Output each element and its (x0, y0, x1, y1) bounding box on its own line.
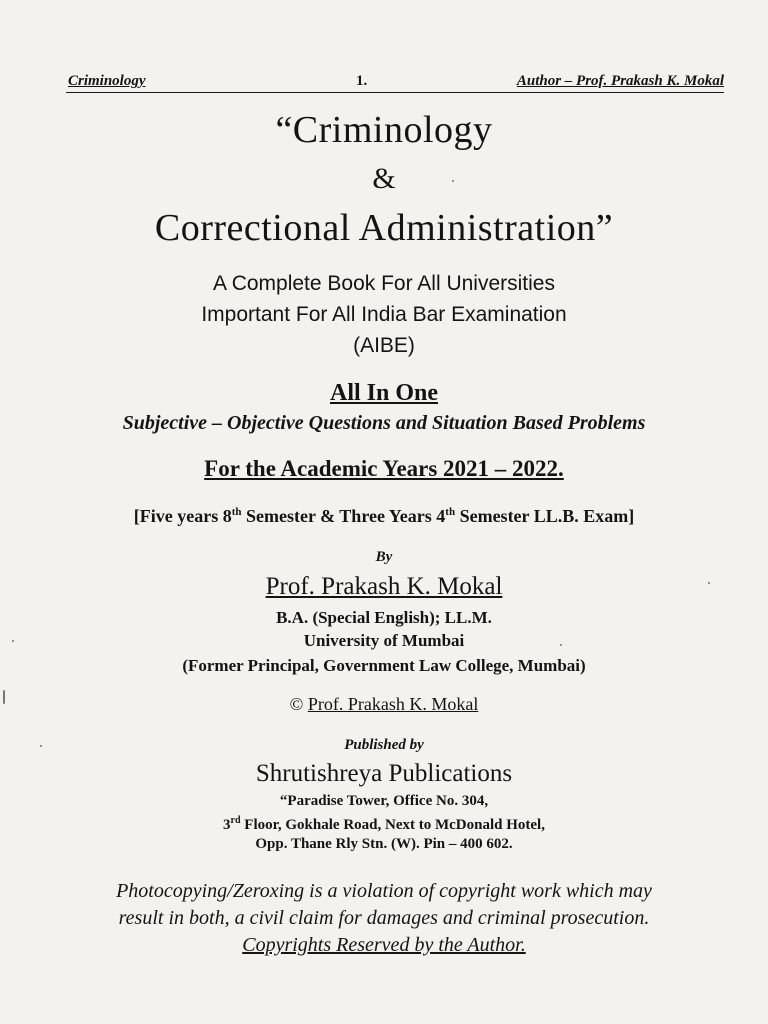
running-header (66, 72, 724, 93)
scan-speck (452, 180, 454, 182)
copyright-symbol: © (289, 694, 304, 714)
all-in-one-heading: All In One (329, 380, 439, 406)
address-floor-number: 3 (223, 817, 231, 833)
publisher-name: Shrutishreya Publications (255, 760, 513, 787)
scan-speck (3, 690, 5, 704)
subtitle-line-2: Important For All India Bar Examination (201, 303, 567, 326)
question-types: Subjective – Objective Questions and Situation Based Problems (122, 412, 646, 434)
semester-info (0, 506, 768, 527)
copyright-notice-line-1: Photocopying/Zeroxing is a violation of copyright work which may (116, 880, 652, 902)
subtitle-line-3: (AIBE) (353, 334, 415, 357)
publisher-address-3: Opp. Thane Rly Stn. (W). Pin – 400 602. (255, 836, 513, 852)
copyright-line (0, 694, 768, 715)
title-line-2: Correctional Administration” (154, 207, 614, 249)
author-qualifications: B.A. (Special English); LL.M. (276, 608, 492, 627)
header-subject: Criminology (68, 73, 146, 89)
title-ampersand: & (372, 162, 396, 195)
scan-speck (560, 644, 562, 646)
address-street: Floor, Gokhale Road, Next to McDonald Hotel, (240, 817, 545, 833)
subtitle-line-1: A Complete Book For All Universities (213, 272, 555, 295)
header-author: Author – Prof. Prakash K. Mokal (516, 73, 724, 89)
publisher-address-1: “Paradise Tower, Office No. 304, (279, 793, 489, 809)
semester-sup-1: th (231, 506, 242, 518)
scan-speck (12, 640, 14, 642)
address-floor-suffix: rd (230, 815, 241, 826)
title-line-1: “Criminology (275, 109, 493, 151)
academic-years: For the Academic Years 2021 – 2022. (204, 456, 564, 481)
by-label: By (375, 549, 393, 565)
scan-speck (40, 745, 42, 747)
copyright-holder: Prof. Prakash K. Mokal (307, 694, 479, 714)
page-number: 1. (356, 73, 368, 89)
publisher-address-2 (0, 815, 768, 834)
author-name: Prof. Prakash K. Mokal (265, 573, 503, 600)
scan-speck (708, 582, 710, 584)
semester-part-3: Semester LL.B. Exam] (455, 506, 635, 526)
semester-part-2: Semester & Three Years 4 (241, 506, 446, 526)
copyrights-reserved: Copyrights Reserved by the Author. (242, 934, 526, 956)
author-university: University of Mumbai (303, 631, 465, 650)
semester-sup-2: th (445, 506, 456, 518)
copyright-notice-line-2: result in both, a civil claim for damages and criminal prosecution. (118, 907, 650, 929)
semester-part-1: [Five years 8 (133, 506, 232, 526)
author-former-position: (Former Principal, Government Law College, Mumbai) (182, 656, 586, 675)
published-by-label: Published by (344, 737, 424, 753)
